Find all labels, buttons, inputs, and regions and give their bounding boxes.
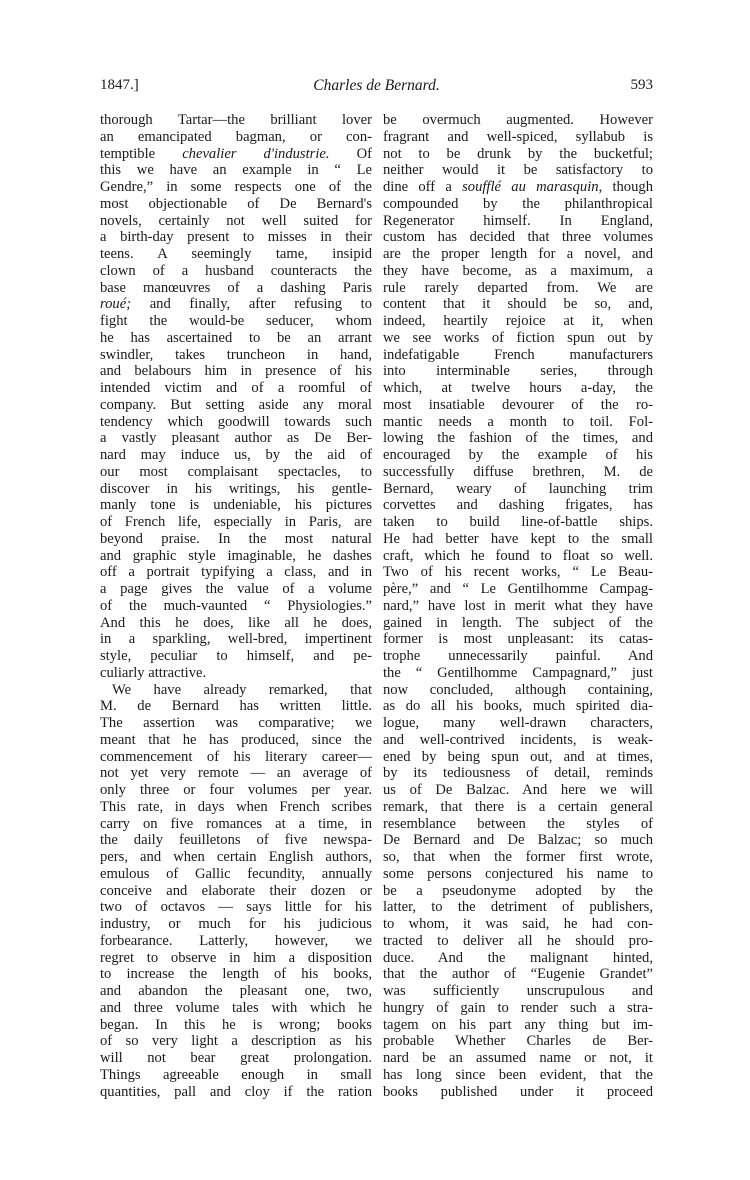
text-line: and graphic style imaginable, he dashes [100, 547, 372, 564]
text-line: an emancipated bagman, or con- [100, 128, 372, 145]
text-line: Things agreeable enough in small [100, 1066, 372, 1083]
text-line: this we have an example in “ Le [100, 162, 372, 179]
text-line: us of De Balzac. And here we will [383, 782, 653, 798]
running-header [100, 77, 653, 97]
text-line: a vastly pleasant author as De Ber- [100, 430, 372, 447]
text-line: beyond praise. In the most natural [100, 530, 372, 547]
text-line: successfully diffuse brethren, M. de [383, 463, 653, 480]
italic-phrase: chevalier d'industrie. [182, 145, 330, 162]
text-line: Gendre,” in some respects one of the [100, 179, 372, 195]
text-line: the daily feuilletons of five newspa- [100, 832, 372, 849]
text-line: and belabours him in presence of his [100, 363, 372, 380]
text-line: nard,” have lost in merit what they have [383, 597, 653, 614]
text-line: discover in his writings, his gentle- [100, 480, 372, 497]
text-column-right [383, 112, 653, 1100]
text-line: the “ Gentilhomme Campagnard,” just [383, 664, 653, 681]
text-line: former is most unpleasant: its catas- [383, 631, 653, 648]
text-line: tendency which goodwill towards such [100, 413, 372, 430]
text-line: indefatigable French manufacturers [383, 346, 653, 363]
text-line: not yet very remote — an average of [100, 765, 372, 782]
text-line: indeed, heartily rejoice at it, when [383, 313, 653, 329]
text-line: off a portrait typifying a class, and in [100, 564, 372, 581]
text-line: our most complaisant spectacles, to [100, 463, 372, 480]
italic-phrase: roué; [100, 296, 132, 313]
page-number: 593 [630, 77, 653, 93]
text-line: industry, or much for his judicious [100, 916, 372, 932]
text-line: hungry of gain to render such a stra- [383, 999, 653, 1016]
text-line: corvettes and dashing frigates, has [383, 497, 653, 514]
text-line: M. de Bernard has written little. [100, 698, 372, 715]
text-line: which, at twelve hours a-day, the [383, 380, 653, 396]
text-line: began. In this he is wrong; books [100, 1016, 372, 1033]
text-line: now concluded, although containing, [383, 681, 653, 698]
text-line: content that it should be so, and, [383, 296, 653, 313]
text-line: we see works of fiction spun out by [383, 329, 653, 346]
text-line: as do all his books, much spirited dia- [383, 698, 653, 715]
text-line: temptible chevalier d'industrie. Of [100, 145, 372, 162]
text-line: tracted to deliver all he should pro- [383, 932, 653, 949]
header-title: Charles de Bernard. [313, 77, 440, 94]
text-line: This rate, in days when French scribes [100, 798, 372, 815]
text-line: so, that when the former first wrote, [383, 849, 653, 865]
text-line: gained in length. The subject of the [383, 614, 653, 631]
text-line: taken to build line-of-battle ships. [383, 514, 653, 530]
text-line: company. But setting aside any moral [100, 396, 372, 413]
text-line: clown of a husband counteracts the [100, 262, 372, 279]
text-line: Bernard, weary of launching trim [383, 480, 653, 497]
text-line: forbearance. Latterly, however, we [100, 932, 372, 949]
text-line: a page gives the value of a volume [100, 581, 372, 597]
text-line: remark, that there is a certain general [383, 798, 653, 815]
text-line: pers, and when certain English authors, [100, 849, 372, 865]
text-line: into interminable series, through [383, 363, 653, 380]
text-line: two of octavos — says little for his [100, 899, 372, 916]
text-line: will not bear great prolongation. [100, 1050, 372, 1066]
text-line: trophe unnecessarily painful. And [383, 648, 653, 664]
text-line: style, peculiar to himself, and pe- [100, 648, 372, 664]
text-line: teens. A seemingly tame, insipid [100, 246, 372, 262]
text-line: commencement of his literary career— [100, 748, 372, 765]
text-line: père,” and “ Le Gentilhomme Campag- [383, 581, 653, 597]
text-line: are the proper length for a novel, and [383, 246, 653, 262]
text-line: in a sparkling, well-bred, impertinent [100, 631, 372, 648]
text-line: not to be drunk by the bucketful; [383, 145, 653, 162]
text-line: custom has decided that three volumes [383, 229, 653, 246]
text-line: Two of his recent works, “ Le Beau- [383, 564, 653, 581]
text-line: be a pseudonyme adopted by the [383, 882, 653, 899]
text-line: dine off a soufflé au marasquin, though [383, 179, 653, 195]
text-line: some persons conjectured his name to [383, 865, 653, 882]
text-line: and abandon the pleasant one, two, [100, 983, 372, 999]
text-line: they have become, as a maximum, a [383, 262, 653, 279]
text-line: compounded by the philanthropical [383, 195, 653, 212]
text-line: quantities, pall and cloy if the ration [100, 1083, 372, 1100]
text-column-left [100, 112, 372, 1100]
text-line: culiarly attractive. [100, 664, 207, 681]
text-line: regret to observe in him a disposition [100, 949, 372, 966]
text-line: carry on five romances at a time, in [100, 815, 372, 832]
text-line: of French life, especially in Paris, are [100, 514, 372, 530]
text-line: and well-contrived incidents, is weak- [383, 731, 653, 748]
text-line: duce. And the malignant hinted, [383, 949, 653, 966]
text-line: most insatiable devourer of the ro- [383, 396, 653, 413]
text-line: lowing the fashion of the times, and [383, 430, 653, 447]
text-line: books published under it proceed [383, 1083, 653, 1100]
text-line: to increase the length of his books, [100, 966, 372, 983]
text-line: nard may induce us, by the aid of [100, 447, 372, 463]
text-line: fragrant and well-spiced, syllabub is [383, 128, 653, 145]
text-line: that the author of “Eugenie Grandet” [383, 966, 653, 983]
text-line: fight the would-be seducer, whom [100, 313, 372, 329]
text-line: was sufficiently unscrupulous and [383, 983, 653, 999]
text-line: And this he does, like all he does, [100, 614, 372, 631]
text-line: Regenerator himself. In England, [383, 212, 653, 229]
text-line: and three volume tales with which he [100, 999, 372, 1016]
text-line: of so very light a description as his [100, 1033, 372, 1050]
text-line: meant that he has produced, since the [100, 731, 372, 748]
text-line: by its tediousness of detail, reminds [383, 765, 653, 782]
text-line: neither would it be satisfactory to [383, 162, 653, 179]
text-line: We have already remarked, that [112, 681, 372, 698]
text-line: manly tone is undeniable, his pictures [100, 497, 372, 514]
text-line: rule rarely departed from. We are [383, 279, 653, 296]
text-line: The assertion was comparative; we [100, 715, 372, 731]
text-line: craft, which he found to float so well. [383, 547, 653, 564]
text-line: thorough Tartar—the brilliant lover [100, 112, 372, 128]
text-line: a birth-day present to misses in their [100, 229, 372, 246]
text-line: ened by being spun out, and at times, [383, 748, 653, 765]
header-year: 1847.] [100, 77, 139, 93]
text-line: probable Whether Charles de Ber- [383, 1033, 653, 1050]
text-line: He had better have kept to the small [383, 530, 653, 547]
text-line: resemblance between the styles of [383, 815, 653, 832]
text-line: he has ascertained to be an arrant [100, 329, 372, 346]
text-line: to whom, it was said, he had con- [383, 916, 653, 932]
text-line: novels, certainly not well suited for [100, 212, 372, 229]
text-line: De Bernard and De Balzac; so much [383, 832, 653, 849]
text-line: latter, to the detriment of publishers, [383, 899, 653, 916]
text-line: base manœuvres of a dashing Paris [100, 279, 372, 296]
text-line: only three or four volumes per year. [100, 782, 372, 798]
text-line: tagem on his part any thing but im- [383, 1016, 653, 1033]
text-line: most objectionable of De Bernard's [100, 195, 372, 212]
text-line: emulous of Gallic fecundity, annually [100, 865, 372, 882]
text-line: swindler, takes truncheon in hand, [100, 346, 372, 363]
text-line: roué; and finally, after refusing to [100, 296, 372, 313]
text-line: of the much-vaunted “ Physiologies.” [100, 597, 372, 614]
text-line: logue, many well-drawn characters, [383, 715, 653, 731]
text-line: conceive and elaborate their dozen or [100, 882, 372, 899]
text-line: mantic needs a month to toil. Fol- [383, 413, 653, 430]
text-line: nard be an assumed name or not, it [383, 1050, 653, 1066]
text-line: be overmuch augmented. However [383, 112, 653, 128]
text-line: encouraged by the example of his [383, 447, 653, 463]
italic-phrase: soufflé au marasquin [462, 179, 599, 195]
text-line: has long since been evident, that the [383, 1066, 653, 1083]
text-line: intended victim and of a roomful of [100, 380, 372, 396]
